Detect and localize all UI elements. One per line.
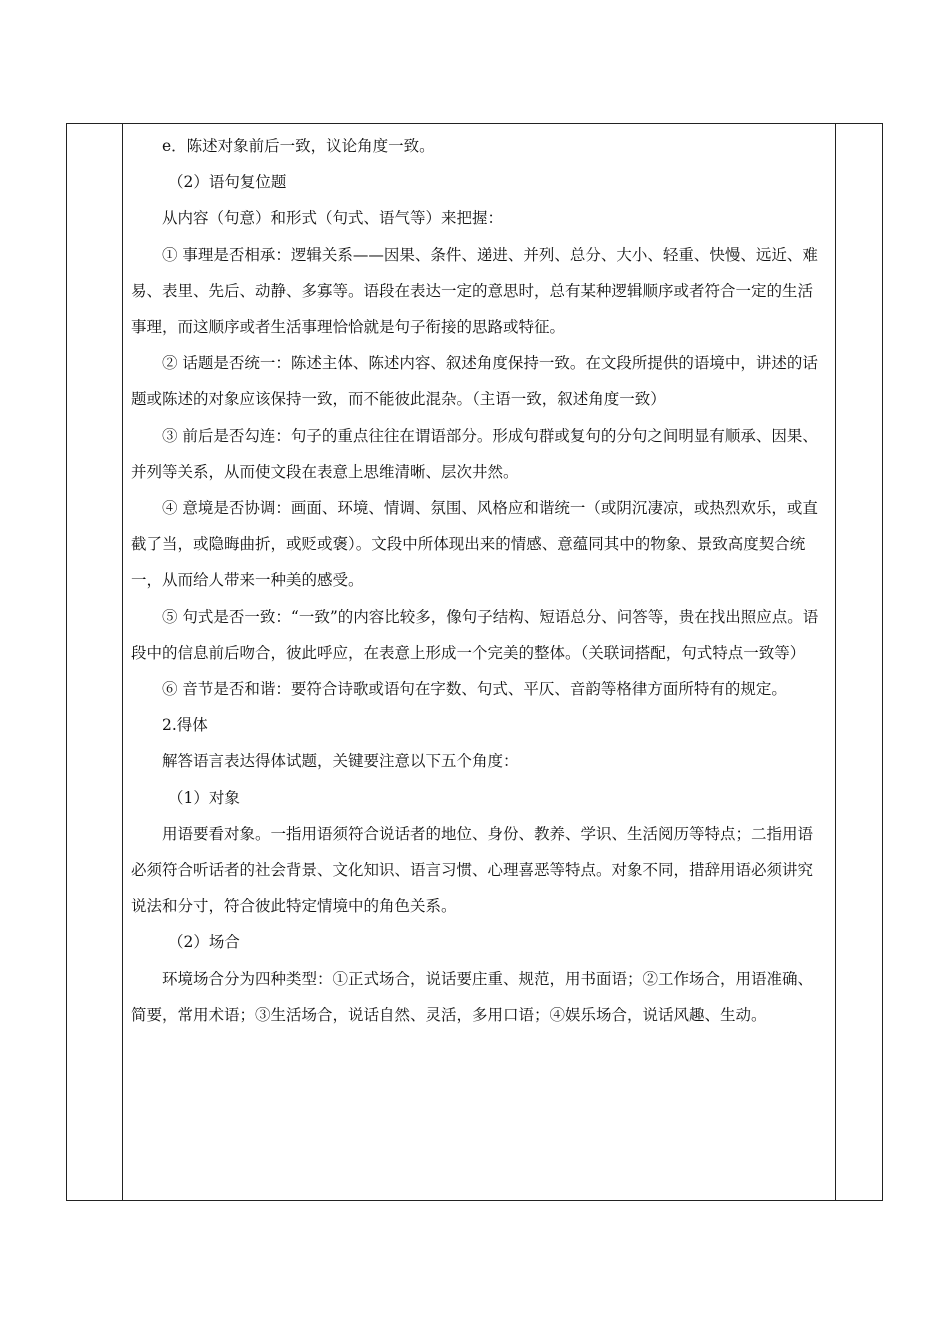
paragraph: 解答语言表达得体试题，关键要注意以下五个角度： bbox=[162, 752, 519, 771]
subheading: （1）对象 bbox=[168, 788, 240, 807]
paragraph: e．陈述对象前后一致，议论角度一致。 bbox=[162, 137, 435, 155]
paragraph: 环境场合分为四种类型：①正式场合，说话要庄重、规范，用书面语；②工作场合，用语准确、简要，常用术语；③生活场合，说话自然、灵活，多用口语；④娱乐场合，说话风趣、生动。 bbox=[131, 969, 814, 1024]
paragraph: ② 话题是否统一：陈述主体、陈述内容、叙述角度保持一致。在文段所提供的语境中，讲述的话题或陈述的对象应该保持一致，而不能彼此混杂。（主语一致，叙述角度一致） bbox=[131, 354, 818, 409]
subheading: （2）语句复位题 bbox=[168, 173, 287, 192]
paragraph: ③ 前后是否勾连：句子的重点往往在谓语部分。形成句群或复句的分句之间明显有顺承、因果、并列等关系，从而使文段在表意上思维清晰、层次井然。 bbox=[131, 426, 818, 481]
subheading: （2）场合 bbox=[168, 933, 240, 952]
paragraph: ⑤ 句式是否一致：“一致”的内容比较多，像句子结构、短语总分、问答等，贵在找出照应点。语段中的信息前后吻合，彼此呼应，在表意上形成一个完美的整体。（关联词搭配，句式特点一致等） bbox=[131, 607, 819, 662]
section-heading: 2.得体 bbox=[162, 716, 208, 735]
paragraph: ④ 意境是否协调：画面、环境、情调、氛围、风格应和谐统一（或阴沉凄凉，或热烈欢乐，或直截了当，或隐晦曲折，或贬或褒）。文段中所体现出来的情感、意蕴同其中的物象、景致高度契合统一，从而给人带来一种美的感受。 bbox=[131, 499, 818, 590]
paragraph: ① 事理是否相承：逻辑关系——因果、条件、递进、并列、总分、大小、轻重、快慢、远近、难易、表里、先后、动静、多寡等。语段在表达一定的意思时，总有某种逻辑顺序或者符合一定的生活事理，而这顺序或者生活事理恰恰就是句子衔接的思路或特征。 bbox=[131, 245, 818, 337]
left-column-divider bbox=[122, 124, 123, 1200]
main-content-cell bbox=[131, 128, 828, 1033]
paragraph: ⑥ 音节是否和谐：要符合诗歌或语句在字数、句式、平仄、音韵等格律方面所特有的规定。 bbox=[162, 680, 787, 699]
paragraph: 用语要看对象。一指用语须符合说话者的地位、身份、教养、学识、生活阅历等特点；二指用语必须符合听话者的社会背景、文化知识、语言习惯、心理喜恶等特点。对象不同，措辞用语必须讲究说法和分寸，符合彼此特定情境中的角色关系。 bbox=[131, 824, 814, 916]
paragraph: 从内容（句意）和形式（句式、语气等）来把握： bbox=[162, 209, 504, 228]
right-column-divider bbox=[835, 124, 836, 1200]
